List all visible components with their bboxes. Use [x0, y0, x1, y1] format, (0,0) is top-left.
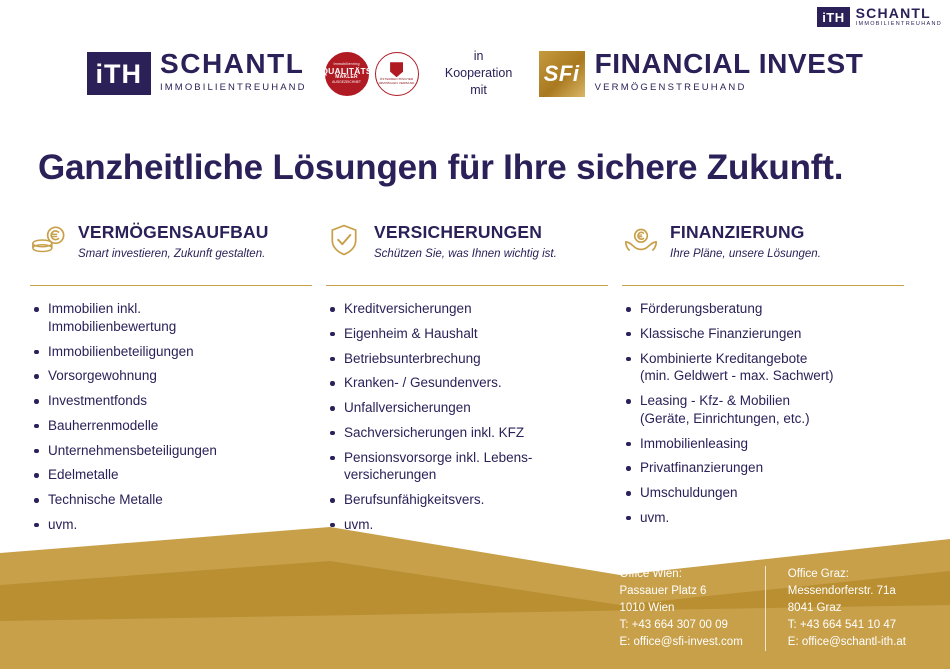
sfi-logo-mark: SFi	[539, 51, 585, 97]
list-item: Immobilienbeteiligungen	[30, 343, 312, 360]
list-item: Privatfinanzierungen	[622, 459, 904, 476]
list-item: Sachversicherungen inkl. KFZ	[326, 424, 608, 441]
association-seal-icon	[375, 52, 419, 96]
hands-euro-icon	[622, 222, 660, 262]
schantl-logo-text	[160, 50, 307, 97]
list-item: Klassische Finanzierungen	[622, 325, 904, 342]
list-item: Kranken- / Gesundenvers.	[326, 374, 608, 391]
page-title: Ganzheitliche Lösungen für Ihre sichere Zukunft.	[38, 148, 844, 187]
cooperation-line-2: Kooperation	[444, 66, 513, 81]
column-subtitle: Smart investieren, Zukunft gestalten.	[78, 248, 266, 261]
corner-logo-text	[856, 6, 942, 29]
seal-line-1: ÖSTERREICHISCHER	[379, 77, 414, 82]
office-email[interactable]: E: office@sfi-invest.com	[619, 635, 743, 648]
divider	[326, 285, 608, 286]
office-email[interactable]: E: office@schantl-ith.at	[787, 635, 906, 648]
seal-line-3: MAKLER	[335, 74, 358, 81]
column-header-text	[670, 222, 821, 262]
seal-line-1: Immobilienring	[333, 61, 360, 66]
office-phone[interactable]: T: +43 664 307 00 09	[619, 618, 728, 631]
list-item: Leasing - Kfz- & Mobilien	[622, 392, 904, 409]
list-item: Eigenheim & Haushalt	[326, 325, 608, 342]
cooperation-line-1: in	[473, 49, 484, 64]
shield-check-icon	[326, 222, 364, 262]
office-wien	[597, 566, 764, 651]
list-item: uvm.	[30, 516, 312, 533]
list-item: Immobilienleasing	[622, 435, 904, 452]
office-city: 8041 Graz	[787, 601, 842, 614]
service-columns	[30, 222, 920, 541]
column-title: FINANZIERUNG	[670, 222, 805, 242]
office-graz	[765, 566, 928, 651]
corner-brand-logo	[817, 6, 942, 29]
list-item: Berufsunfähigkeitsvers.	[326, 491, 608, 508]
list-item: Betriebsunterbrechung	[326, 350, 608, 367]
column-finanzierung	[622, 222, 918, 541]
schantl-logo	[87, 50, 307, 97]
office-title: Office Graz:	[787, 567, 849, 580]
list-item: versicherungen	[344, 467, 437, 483]
column-header-text	[374, 222, 557, 262]
office-city: 1010 Wien	[619, 601, 675, 614]
coins-euro-icon	[30, 222, 68, 262]
crest-shape-icon	[390, 62, 403, 77]
list-item: Vorsorgewohnung	[30, 367, 312, 384]
list-item: Kreditversicherungen	[326, 300, 608, 317]
corner-logo-name: SCHANTL	[855, 5, 931, 21]
schantl-logo-mark: iTH	[87, 52, 152, 95]
seal-line-2: QUALITÄTS	[321, 65, 372, 76]
column-header-text	[78, 222, 269, 262]
corner-logo-mark: iTH	[817, 7, 849, 27]
header-logo-band	[0, 36, 950, 111]
certification-seals	[321, 52, 419, 96]
service-list	[622, 300, 904, 526]
list-item: Förderungsberatung	[622, 300, 904, 317]
sfi-logo-text	[595, 50, 864, 97]
list-item: Immobilienbewertung	[48, 318, 177, 334]
column-header	[30, 222, 312, 272]
sfi-logo-name: FINANCIAL INVEST	[594, 48, 864, 79]
office-phone[interactable]: T: +43 664 541 10 47	[787, 618, 897, 631]
quality-broker-seal-icon	[321, 52, 372, 96]
cooperation-note	[437, 48, 521, 99]
list-item: (min. Geldwert - max. Sachwert)	[640, 368, 834, 384]
office-street: Messendorferstr. 71a	[787, 584, 896, 597]
seal-line-4: AUSGEZEICHNET	[332, 79, 361, 84]
divider	[30, 285, 312, 286]
list-item: Technische Metalle	[30, 491, 312, 508]
office-title: Office Wien:	[619, 567, 682, 580]
footer-contact	[597, 566, 928, 651]
column-title: VERSICHERUNGEN	[374, 222, 543, 242]
cooperation-line-3: mit	[470, 82, 487, 97]
column-subtitle: Schützen Sie, was Ihnen wichtig ist.	[374, 248, 557, 261]
list-item: Unternehmensbeteiligungen	[30, 442, 312, 459]
list-item: Kombinierte Kreditangebote	[622, 350, 904, 367]
sfi-logo	[539, 50, 864, 97]
corner-logo-tagline: IMMOBILIENTREUHAND	[855, 21, 942, 27]
list-item: uvm.	[326, 516, 608, 533]
seal-line-2: IMMOBILIEN VERBAND	[378, 80, 415, 85]
list-item: Umschuldungen	[622, 484, 904, 501]
column-title: VERMÖGENSAUFBAU	[78, 222, 269, 242]
office-street: Passauer Platz 6	[619, 584, 707, 597]
schantl-logo-name: SCHANTL	[160, 48, 305, 79]
column-versicherungen	[326, 222, 622, 541]
service-list	[326, 300, 608, 533]
divider	[622, 285, 904, 286]
list-item: Unfallversicherungen	[326, 399, 608, 416]
column-header	[622, 222, 904, 272]
column-subtitle: Ihre Pläne, unsere Lösungen.	[670, 248, 821, 261]
schantl-logo-tagline: IMMOBILIENTREUHAND	[160, 82, 307, 93]
list-item: Investmentfonds	[30, 392, 312, 409]
list-item: Pensionsvorsorge inkl. Lebens-	[326, 449, 608, 466]
list-item: Immobilien inkl.	[30, 300, 312, 317]
sfi-logo-tagline: VERMÖGENSTREUHAND	[594, 82, 747, 93]
column-header	[326, 222, 608, 272]
service-list	[30, 300, 312, 533]
list-item: uvm.	[622, 509, 904, 526]
list-item: Edelmetalle	[30, 466, 312, 483]
list-item: (Geräte, Einrichtungen, etc.)	[640, 410, 810, 426]
column-vermoegensaufbau	[30, 222, 326, 541]
list-item: Bauherrenmodelle	[30, 417, 312, 434]
